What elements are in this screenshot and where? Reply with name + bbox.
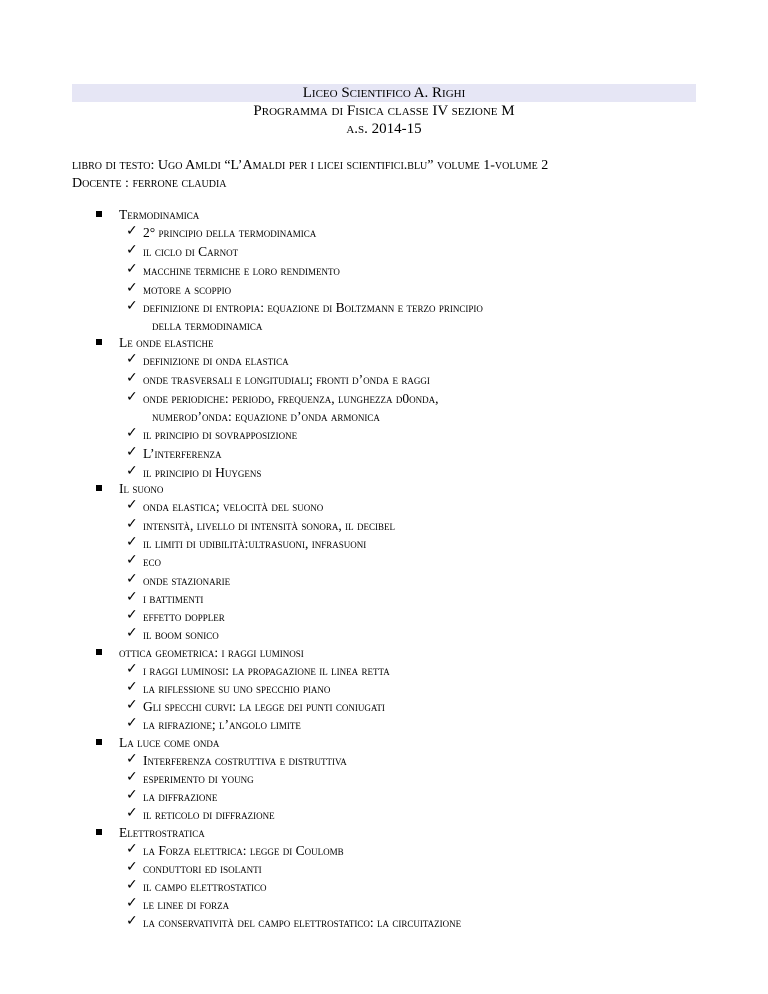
checkmark-icon: ✓: [126, 444, 138, 460]
checkmark-icon: ✓: [126, 805, 138, 821]
textbook-line: libro di testo: Ugo Amldi “L’Amaldi per i licei scientifici.blu” volume 1-volume 2: [72, 158, 549, 173]
program-title: Programma di Fisica classe IV sezione M: [253, 103, 515, 119]
checkmark-icon: ✓: [126, 223, 138, 239]
checkmark-icon: ✓: [126, 534, 138, 550]
checkmark-icon: ✓: [126, 679, 138, 695]
checkmark-icon: ✓: [126, 877, 138, 893]
square-bullet-icon: [96, 339, 102, 345]
checkmark-icon: ✓: [126, 370, 138, 386]
checkmark-icon: ✓: [126, 389, 138, 405]
square-bullet-icon: [96, 649, 102, 655]
school-year: a.s. 2014-15: [346, 121, 422, 137]
checkmark-icon: ✓: [126, 751, 138, 767]
checkmark-icon: ✓: [126, 913, 138, 929]
checkmark-icon: ✓: [126, 625, 138, 641]
checkmark-icon: ✓: [126, 607, 138, 623]
checkmark-icon: ✓: [126, 787, 138, 803]
checkmark-icon: ✓: [126, 280, 138, 296]
document-page: Liceo Scientifico A. Righi Programma di Fisica classe IV sezione M a.s. 2014-15 libro di testo: Ugo Amldi “L’Amaldi per i licei scientifici.blu” volume 1-volume 2 Docente : ferrone claudia Termodinamica ✓ 2° principio della termodinamica ✓ il ciclo di Carnot ✓ macchine termiche e loro rendimento ✓ motore a scoppio ✓ definizione di entropia: equazione di Boltzmann e terzo principio della termodinamica Le onde elastiche ✓ definizione di onda elastica ✓ onde trasversali e longitudiali; fronti d’onda e raggi ✓ onde periodiche: periodo, frequenza, lunghezza d0onda, numerod’onda: equazione d’onda armonica ✓ il principio di sovrapposizione ✓ L’interferenza ✓ il principio di Huygens Il suono ✓ onda elastica; velocità del suono ✓ intensità, livello di intensità sonora, il decibel ✓ il limiti di udibilità:ultrasuoni, infrasuoni ✓ eco ✓ onde stazionarie ✓ i battimenti ✓ effetto doppler ✓ il boom sonico ottica geometrica: i raggi luminosi ✓ i raggi luminosi: la propagazione il linea retta ✓ la riflessione su uno specchio piano ✓ Gli specchi curvi: la legge dei punti coniugati ✓ la rifrazione; l’angolo limite La luce come onda ✓ Interferenza costruttiva e distruttiva ✓ esperimento di young ✓ la diffrazione ✓ il reticolo di diffrazione Elettrostratica ✓ la Forza elettrica: legge di Coulomb ✓ conduttori ed isolanti ✓ il campo elettrostatico ✓ le linee di forza ✓ la conservatività del campo elettrostatico: la circuitazione: [0, 0, 768, 994]
checkmark-icon: ✓: [126, 298, 138, 314]
checkmark-icon: ✓: [126, 261, 138, 277]
square-bullet-icon: [96, 211, 102, 217]
checkmark-icon: ✓: [126, 841, 138, 857]
square-bullet-icon: [96, 485, 102, 491]
checkmark-icon: ✓: [126, 769, 138, 785]
checkmark-icon: ✓: [126, 571, 138, 587]
checkmark-icon: ✓: [126, 425, 138, 441]
checkmark-icon: ✓: [126, 516, 138, 532]
checkmark-icon: ✓: [126, 589, 138, 605]
checkmark-icon: ✓: [126, 661, 138, 677]
checkmark-icon: ✓: [126, 351, 138, 367]
checkmark-icon: ✓: [126, 715, 138, 731]
checkmark-icon: ✓: [126, 497, 138, 513]
checkmark-icon: ✓: [126, 859, 138, 875]
square-bullet-icon: [96, 739, 102, 745]
square-bullet-icon: [96, 829, 102, 835]
checkmark-icon: ✓: [126, 697, 138, 713]
teacher-line: Docente : ferrone claudia: [72, 176, 227, 191]
school-name: Liceo Scientifico A. Righi: [72, 84, 696, 102]
checkmark-icon: ✓: [126, 552, 138, 568]
checkmark-icon: ✓: [126, 463, 138, 479]
checkmark-icon: ✓: [126, 895, 138, 911]
checkmark-icon: ✓: [126, 242, 138, 258]
